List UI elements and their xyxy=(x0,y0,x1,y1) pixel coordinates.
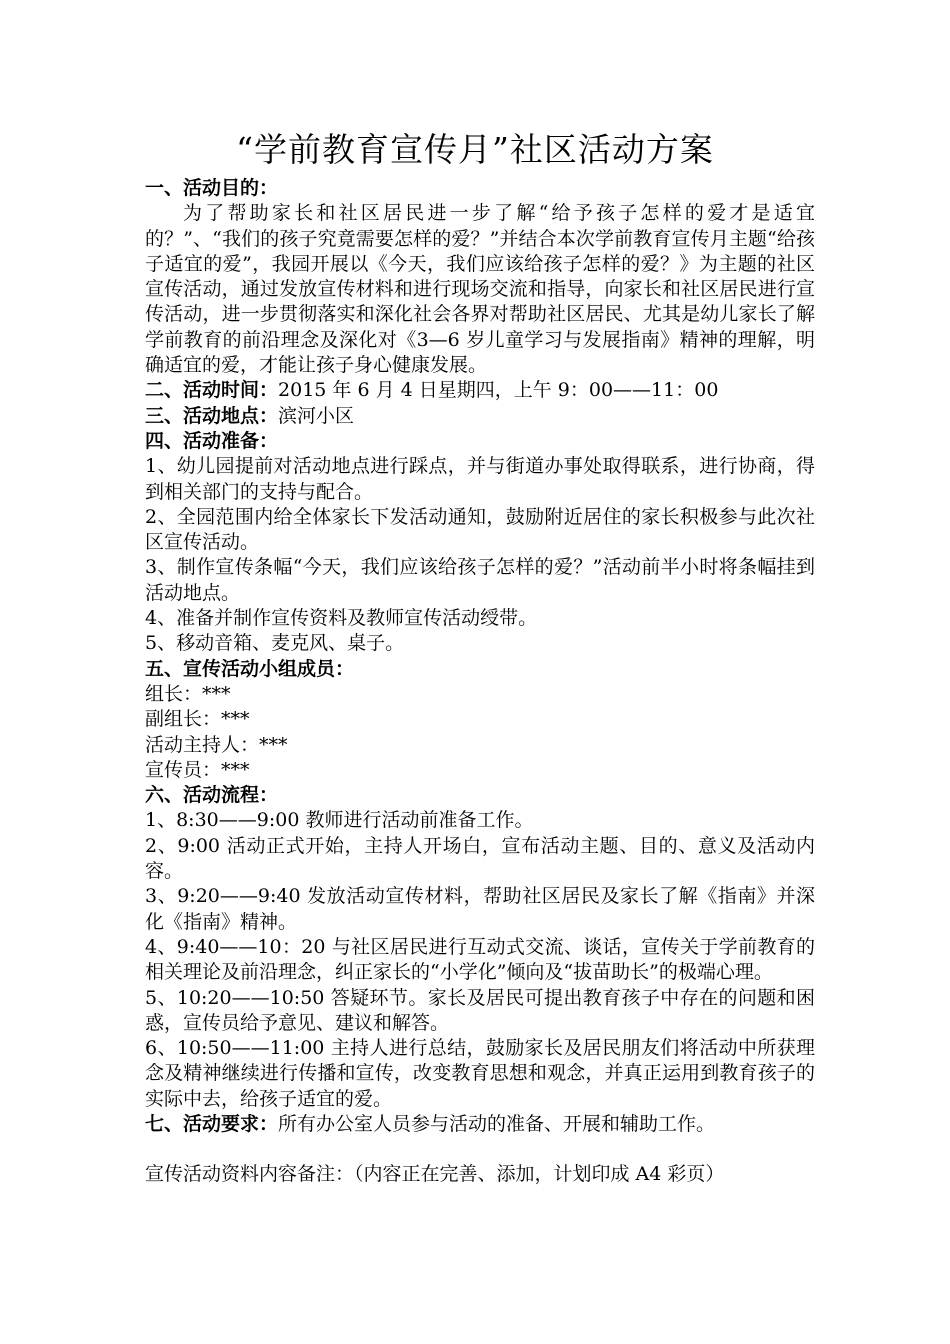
list-item: 2、9:00 活动正式开始，主持人开场白，宣布活动主题、目的、意义及活动内容。 xyxy=(145,834,815,883)
member-item: 组长：*** xyxy=(145,682,231,705)
section-requirements-value: 所有办公室人员参与活动的准备、开展和辅助工作。 xyxy=(278,1112,716,1135)
section-purpose-body: 为了帮助家长和社区居民进一步了解“给予孩子怎样的爱才是适宜的？”、“我们的孩子究竟需要怎样的爱？”并结合本次学前教育宣传月主题“给孩子适宜的爱”，我园开展以《今天，我们应该给孩子怎样的爱？》为主题的社区宣传活动，通过发放宣传材料和进行现场交流和指导，向家长和社区居民进行宣传活动，进一步贯彻落实和深化社会各界对帮助社区居民、尤其是幼儿家长了解学前教育的前沿理念及深化对《3—6 岁儿童学习与发展指南》精神的理解，明确适宜的爱，才能让孩子身心健康发展。 xyxy=(145,202,815,377)
list-item: 4、准备并制作宣传资料及教师宣传活动绶带。 xyxy=(145,607,538,630)
section-members-heading xyxy=(145,657,815,682)
section-time-value: 2015 年 6 月 4 日星期四，上午 9：00——11：00 xyxy=(278,379,719,402)
section-process-heading xyxy=(145,783,815,808)
document-title: “学前教育宣传月”社区活动方案 xyxy=(236,130,714,169)
section-heading: 六、活动流程： xyxy=(145,784,279,807)
section-preparation-heading xyxy=(145,429,815,454)
section-heading: 一、活动目的： xyxy=(145,177,279,199)
list-item: 3、9:20——9:40 发放活动宣传材料，帮助社区居民及家长了解《指南》并深化《指南》精神。 xyxy=(145,885,815,933)
document-page xyxy=(145,128,815,1188)
section-heading: 七、活动要求： xyxy=(145,1112,279,1135)
section-purpose-heading xyxy=(145,176,815,201)
section-location-value: 滨河小区 xyxy=(278,404,355,427)
list-item: 2、全园范围内给全体家长下发活动通知，鼓励附近居住的家长积极参与此次社区宣传活动。 xyxy=(145,505,815,554)
section-heading: 五、宣传活动小组成员： xyxy=(145,657,355,680)
section-location xyxy=(145,404,815,429)
list-item: 4、9:40——10：20 与社区居民进行互动式交流、谈话，宣传关于学前教育的相关理论及前沿理念，纠正家长的“小学化”倾向及“拔苗助长”的极端心理。 xyxy=(145,935,815,984)
section-heading: 三、活动地点： xyxy=(145,404,279,427)
section-heading: 四、活动准备： xyxy=(145,429,279,452)
materials-note: 宣传活动资料内容备注：（内容正在完善、添加，计划印成 A4 彩页） xyxy=(145,1163,725,1186)
member-item: 活动主持人：*** xyxy=(145,733,288,756)
list-item: 5、10:20——10:50 答疑环节。家长及居民可提出教育孩子中存在的问题和困惑，宣传员给予意见、建议和解答。 xyxy=(145,986,815,1034)
list-item: 6、10:50——11:00 主持人进行总结，鼓励家长及居民朋友们将活动中所获理念及精神继续进行传播和宣传，改变教育思想和观念，并真正运用到教育孩子的实际中去，给孩子适宜的爱。 xyxy=(145,1037,815,1110)
section-requirements xyxy=(145,1112,815,1137)
list-item: 5、移动音箱、麦克风、桌子。 xyxy=(145,632,405,655)
list-item: 3、制作宣传条幅“今天，我们应该给孩子怎样的爱？”活动前半小时将条幅挂到活动地点。 xyxy=(145,556,815,604)
section-time xyxy=(145,378,815,403)
member-item: 宣传员：*** xyxy=(145,758,250,781)
list-item: 1、幼儿园提前对活动地点进行踩点，并与街道办事处取得联系，进行协商，得到相关部门的支持与配合。 xyxy=(145,455,815,503)
member-item: 副组长：*** xyxy=(145,708,250,731)
blank-line xyxy=(145,1137,815,1162)
list-item: 1、8:30——9:00 教师进行活动前准备工作。 xyxy=(145,809,534,832)
section-heading: 二、活动时间： xyxy=(145,379,279,402)
